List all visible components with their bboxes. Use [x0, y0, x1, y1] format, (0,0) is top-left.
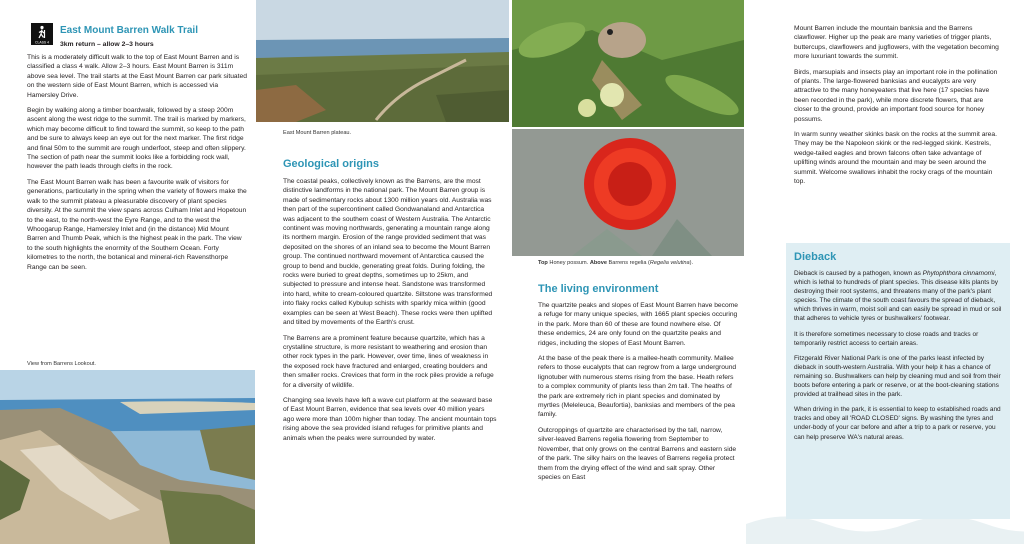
caption-species: Regelia velutina — [649, 260, 690, 266]
dieback-p1-b: , which is lethal to hundreds of plant species. This disease kills plants by destroying their root systems, and threatens many of the park's plant species. The climate of the south coast favours the spread of dieback, which thrives in warm, moist soil and can easily be spread in mud or soil that adheres to vehicle tyres or bushwalkers' footwear. — [794, 270, 1002, 323]
geology-paragraph-2: The Barrens are a prominent feature because quartzite, which has a crystalline structure, is more resistant to weathering and erosion than other rock types in the park. However, over time, lines of weakness in the exposed rock have fractured and enlarged, creating boulders and then smaller rocks. Crevices that form in the rock piles provide a refuge for a diversity of wildlife. — [283, 334, 494, 389]
caption-top-text: Honey possum. — [547, 260, 590, 266]
dieback-paragraph-3: Fitzgerald River National Park is one of the parks least infected by dieback in south-western Australia. With your help it has a chance of remaining so. Bushwalkers can help by cleaning mud and soil from their boots before entering a park or reserve, or at the boot-cleaning stations provided at trailhead sites in the park. — [794, 354, 1001, 399]
walker-class-4-icon — [31, 23, 53, 45]
geological-origins-heading: Geological origins — [283, 158, 379, 170]
geology-body — [283, 177, 497, 449]
living-body — [538, 301, 738, 488]
lookout-caption: View from Barrens Lookout. — [27, 361, 96, 367]
possum-regelia-caption — [538, 260, 693, 267]
walk-paragraph-1: This is a moderately difficult walk to the top of East Mount Barren and is classified a class 4 walk. Allow 2–3 hours. East Mount Barren is 311m above sea level. The trail starts at the East Mount Barren car park situated on the western side of East Mount Barren, which is accessed via Hamersley Drive. — [27, 54, 247, 99]
walk-trail-title: East Mount Barren Walk Trail — [60, 25, 198, 36]
caption-above-text: Barrens regelia ( — [606, 260, 650, 266]
dieback-panel — [786, 243, 1010, 519]
walk-class-label: CLASS 4 — [35, 40, 49, 45]
plateau-photo — [256, 0, 509, 122]
column-walk-trail — [0, 0, 255, 544]
living-paragraph-3: Outcroppings of quartzite are characterised by the tall, narrow, silver-leaved Barrens regelia flowering from September to November, that only grows on the central Barrens and eastern side of the park. The silky hairs on the leaves of Barrens regelia protect them from the drying effect of the wind and salt spray. Other species on East — [538, 426, 737, 481]
column-continued — [746, 0, 1024, 544]
column-living-environment — [512, 0, 744, 544]
continued-paragraph-1: Mount Barren include the mountain banksia and the Barrens clawflower. Higher up the peak are many varieties of trigger plants, buttercups, clawflowers and jugflowers, with the vegetation becoming more luxuriant towards the summit. — [794, 25, 999, 61]
dieback-paragraph-2: It is therefore sometimes necessary to close roads and tracks or temporarily restrict access to certain areas. — [794, 330, 979, 347]
dieback-paragraph-1 — [794, 269, 1002, 324]
continued-body — [794, 24, 999, 193]
walk-paragraph-2: Begin by walking along a timber boardwalk, followed by a steep 200m ascent along the west ridge to the summit. The trail is marked by markers, which may become difficult to find toward the summit, so keep to the path and be sure to always keep an eye out for the next marker. The first ridge and final 50m to the summit are rough underfoot, steep and often slippery. The section of path near the summit looks like a forbidding rock wall, however the path leads through clefts in the rock. — [27, 107, 246, 171]
continued-paragraph-2: Birds, marsupials and insects play an important role in the pollination of plants. The large-flowered banksias and eucalypts are very attractive to the many honeyeaters that live here (17 species have been recorded in the park), while more discrete flowers, that are closer to the ground, provide an important food source for honey possums. — [794, 68, 998, 123]
living-environment-heading: The living environment — [538, 283, 659, 295]
walk-trail-subtitle: 3km return – allow 2–3 hours — [60, 41, 154, 48]
dieback-paragraph-4: When driving in the park, it is essential to keep to established roads and tracks and obey all 'ROAD CLOSED' signs. By washing the tyres and under-body of your car before and after a trip to a park or reserve, you can help preserve WA's natural areas. — [794, 406, 1001, 441]
column-geology — [256, 0, 509, 544]
dieback-heading: Dieback — [794, 251, 837, 263]
caption-end: ). — [689, 260, 694, 266]
caption-top-label: Top — [538, 260, 548, 266]
walk-trail-body — [27, 53, 247, 278]
barrens-regelia-photo — [512, 129, 744, 256]
dieback-p1-a: Dieback is caused by a pathogen, known as — [794, 270, 923, 277]
barrens-lookout-photo — [0, 370, 255, 544]
living-paragraph-1: The quartzite peaks and slopes of East Mount Barren have become a refuge for many unique species, with 1665 plant species occuring in the park. More than 60 of these are found nowhere else. Of these endemics, 24 are only found on the quartzite peaks and ridges, including the slopes of East Mount Barren. — [538, 302, 738, 347]
caption-above-label: Above — [589, 260, 607, 266]
walk-paragraph-3: The East Mount Barren walk has been a favourite walk of visitors for generations, particularly in the spring when the variety of flowers make the walk to the summit plateau a pleasurable discovery of plant species diversity. At the summit the view spans across Culham Inlet and Hopetoun to the east, to the north-west the Eyre Range, and to the west the Whoogarup Range, Hamersley Inlet and (in the distance) Mid Mount Barren and Thumb Peak, which is the highest peak in the park. The view to the south highlights the enormity of the Southern Ocean. Forty kilometres to the north, the botanical and mineral-rich Ravensthorpe Range can be seen. — [27, 178, 247, 271]
living-paragraph-2: At the base of the peak there is a mallee-heath community. Mallee refers to those eucalypts that can regrow from a large underground lignotuber with numerous stems rising from the base. Heath refers to a complex community of plants less than 2m tall. The heaths of the park are extremely rich in plant species and dominated by myrtles (Meleleuca, Beaufortia), banksias and members of the pea family. — [538, 355, 737, 419]
geology-paragraph-1: The coastal peaks, collectively known as the Barrens, are the most distinctive landforms in the national park. The Mount Barren group is made of sedimentary rocks about 1300 million years old. Australia was then part of the supercontinent called Gondwanaland and Antarctica was adjacent to the southern coast of Western Australia. The Antarctic continent was moving northwards, generating a mountain range along its northern margin. Erosion of the range provided sediment that was deposited on the shores of an inland sea to become the Mount Barren group. The continued northward movement of Antarctica caused the group to bend and buckle, generating great folds. During folding, the rocks were buried to great depths, sometimes up to 25km, and subjected to pressure and intense heat. Sandstone was transformed into hard, white to cream-coloured quartzite. Siltstone was transformed into flaky rocks called Kybulup schists with sparkly mica within (good examples can be seen at West Beach). These rocks were then uplifted and tilted by movements of the Earth's crust. — [283, 178, 493, 327]
plateau-caption: East Mount Barren plateau. — [283, 130, 352, 136]
continued-paragraph-3: In warm sunny weather skinks bask on the rocks at the summit area. They may be the Napoleon skink or the red-legged skink. Kestrels, wedge-tailed eagles and brown falcons often take advantage of uplifting winds around the mountain and may be seen around the summit. Welcome swallows inhabit the rocky crags of the mountain top. — [794, 131, 997, 186]
honey-possum-photo — [512, 0, 744, 127]
geology-paragraph-3: Changing sea levels have left a wave cut platform at the seaward base of East Mount Barren, evidence that sea levels over 40 million years ago were more than 100m higher than today. The ancient mountain tops rising above the sea provided island refuges for primitive plants and animals when the peaks were surrounded by water. — [283, 396, 497, 442]
dieback-pathogen: Phytophthora cinnamomi — [922, 270, 995, 277]
